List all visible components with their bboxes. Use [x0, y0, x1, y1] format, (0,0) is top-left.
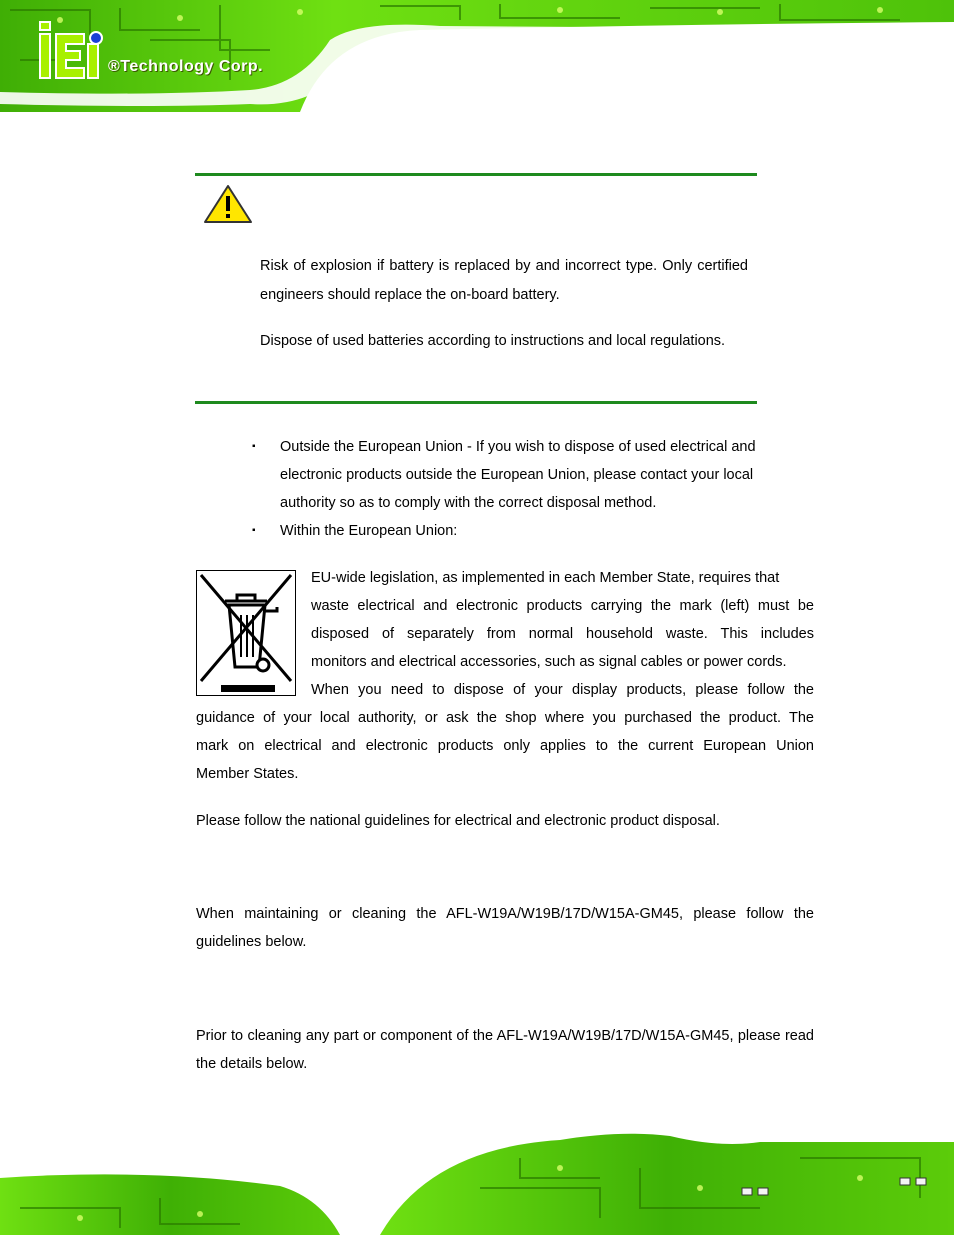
circuit-board-banner: [0, 0, 954, 112]
header-banner: [0, 0, 954, 112]
weee-mark: [196, 570, 296, 696]
eu-line-3: disposed of separately from normal household waste. This includes: [311, 626, 814, 642]
eu-line-7: mark on electrical and electronic products only applies to the current European Union: [196, 738, 814, 754]
circuit-board-footer: [0, 1128, 954, 1235]
eu-line-8: Member States.: [196, 766, 299, 782]
bullet-marker: ▪: [252, 441, 256, 452]
eu-line-5: When you need to dispose of your display products, please follow the: [311, 682, 814, 698]
cleaning-text: Prior to cleaning any part or component of the AFL-W19A/W19B/17D/W15A-GM45, please read the details below.: [196, 1028, 814, 1072]
bullet-outside-eu: Outside the European Union - If you wish to dispose of used electrical and electronic products outside the European Union, please contact your local authority so as to comply with the correct disposal method.: [280, 439, 756, 511]
eu-line-6: guidance of your local authority, or ask the shop where you purchased the product. The: [196, 710, 814, 726]
maintenance-text: When maintaining or cleaning the AFL-W19A/W19B/17D/W15A-GM45, please follow the guidelines below.: [196, 906, 814, 950]
footer-banner: [0, 1128, 954, 1235]
bullet-marker: ▪: [252, 525, 256, 536]
warning-paragraph-1: Risk of explosion if battery is replaced by and incorrect type. Only certified engineers should replace the on-board battery.: [260, 258, 748, 303]
logo-tagline: ®Technology Corp.: [108, 58, 264, 75]
national-guidelines-text: Please follow the national guidelines for electrical and electronic product disposal.: [196, 813, 720, 829]
crossed-out-wheelie-bin-icon: [197, 571, 295, 695]
warning-paragraph-2: Dispose of used batteries according to instructions and local regulations.: [260, 333, 726, 349]
eu-line-4: monitors and electrical accessories, such as signal cables or power cords.: [311, 654, 787, 670]
warning-triangle-icon: [203, 184, 253, 224]
warning-box: [195, 173, 757, 404]
eu-line-1: EU-wide legislation, as implemented in each Member State, requires that: [311, 570, 780, 586]
bullet-within-eu: Within the European Union:: [280, 523, 458, 539]
eu-line-2: waste electrical and electronic products carrying the mark (left) must be: [311, 598, 814, 614]
